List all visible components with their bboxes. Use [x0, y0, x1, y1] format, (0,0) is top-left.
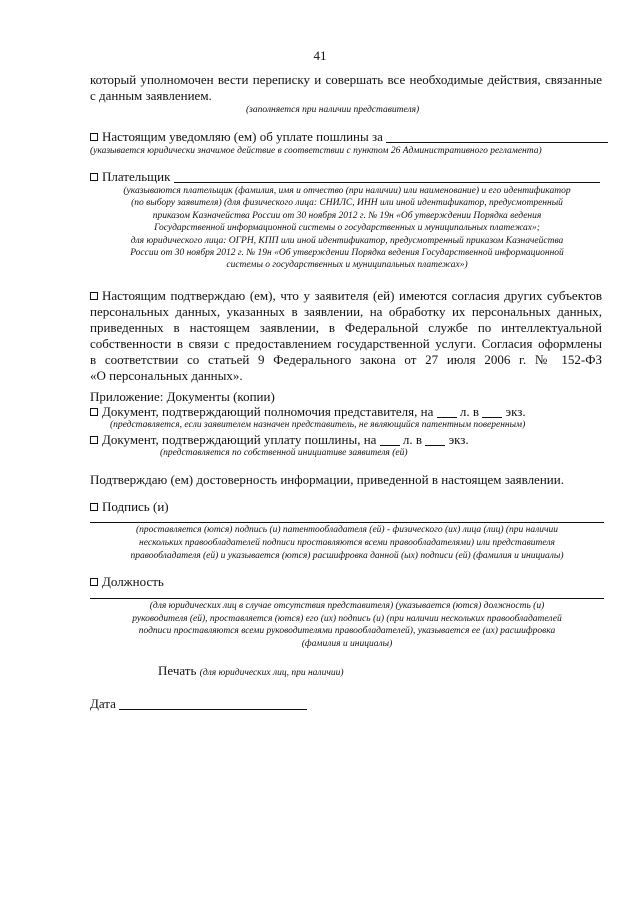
signature-note-line: (проставляется (ются) подпись (и) патентообладателя (ей) - физического (их) лица (лиц) (при наличии [135, 525, 559, 535]
position-note-line: (для юридических лиц в случае отсутствия представителя) (указывается (ются) должность (и) [149, 601, 545, 611]
fee-notice-checkbox[interactable] [90, 133, 98, 141]
fee-notice-row [90, 129, 605, 145]
signature-notes [86, 524, 608, 563]
payer-field[interactable] [174, 170, 600, 183]
payer-note-line: (указываются плательщик (фамилия, имя и отчество (при наличии) или наименование) и его идентификатор [123, 186, 571, 196]
signature-row [90, 499, 169, 515]
attachment-1-unit-copies: экз. [505, 404, 526, 419]
date-label: Дата [90, 696, 116, 711]
position-row [90, 574, 164, 590]
consent-line: приведенных в настоящем заявлении, в Федеральной службе по интеллектуальной [90, 320, 602, 335]
attachments-title: Приложение: Документы (копии) [90, 389, 275, 404]
attachment-1-unit-sheets: л. в [459, 404, 479, 419]
payer-note-line: приказом Казначейства России от 30 ноября 2012 г. № 19н «Об утверждении Порядка ведения [152, 210, 542, 221]
attachment-2-copies-field[interactable] [425, 433, 445, 446]
date-row [90, 696, 307, 712]
position-notes [86, 600, 608, 650]
attachment-1-note: (представляется, если заявителем назначен представитель, не являющийся патентным поверенным) [110, 420, 526, 430]
intro-note: (заполняется при наличии представителя) [246, 105, 420, 115]
attachment-1-label: Документ, подтверждающий полномочия представителя, на [102, 404, 434, 419]
consent-line: в соответствии со статьей 9 Федерального закона от 27 июля 2006 г. № 152-ФЗ [90, 352, 602, 367]
payer-row [90, 169, 605, 185]
stamp-label: Печать [158, 663, 197, 678]
payer-note-line: Государственной информационной системы о государственных и муниципальных платежах»; [154, 223, 540, 234]
intro-line-1: который уполномочен вести переписку и совершать все необходимые действия, связанные [90, 72, 602, 87]
attachment-item-1 [90, 404, 526, 420]
attachment-1-sheets-field[interactable] [437, 405, 457, 418]
confirm-text: Подтверждаю (ем) достоверность информации, приведенной в настоящем заявлении. [90, 472, 564, 487]
consent-line: собственности в связи с предоставлением государственной услуги. Согласия оформлены [90, 336, 602, 351]
stamp-row [158, 663, 344, 679]
stamp-note: (для юридических лиц, при наличии) [199, 668, 344, 678]
position-note-line: подписи проставляются всеми руководителями правообладателей), указывается ее (их) расшифровка [138, 626, 556, 637]
attachment-2-note: (представляется по собственной инициативе заявителя (ей) [160, 448, 408, 458]
fee-action-field[interactable] [386, 130, 608, 143]
consent-text: Настоящим подтверждаю (ем), что у заявителя (ей) имеются согласия других субъектов [102, 288, 602, 303]
payer-note-line: (по выбору заявителя) (для физического лица: СНИЛС, ИНН или иной идентификатор, предусмотренный [131, 198, 563, 209]
attachment-1-copies-field[interactable] [482, 405, 502, 418]
position-note-line: руководителя (ей), проставляется (ются) его (их) подпись (и) (при наличии нескольких правообладателей [132, 613, 562, 624]
date-field[interactable] [119, 697, 307, 710]
attachment-item-2 [90, 432, 469, 448]
payer-note-line: России от 30 ноября 2012 г. № 19н «Об утверждении Порядка ведения Государственной информационной [130, 248, 564, 259]
signature-checkbox[interactable] [90, 503, 98, 511]
position-label: Должность [102, 574, 164, 589]
fee-notice-note: (указывается юридически значимое действие в соответствии с пунктом 26 Административного регламента) [90, 146, 542, 156]
attachment-2-unit-sheets: л. в [402, 432, 423, 447]
attachment-2-checkbox[interactable] [90, 436, 98, 444]
signature-label: Подпись (и) [102, 499, 169, 514]
attachment-2-sheets-field[interactable] [380, 433, 400, 446]
payer-note-line: системы о государственных и муниципальных платежах») [226, 260, 468, 271]
attachment-2-label: Документ, подтверждающий уплату пошлины, на [102, 432, 377, 447]
intro-line-2: с данным заявлением. [90, 88, 212, 103]
position-line[interactable] [90, 598, 604, 599]
signature-note-line: нескольких правообладателей подписи проставляются всеми правообладателями) или представителя [139, 538, 555, 548]
page-number: 41 [313, 48, 327, 63]
payer-checkbox[interactable] [90, 173, 98, 181]
position-checkbox[interactable] [90, 578, 98, 586]
attachment-1-checkbox[interactable] [90, 408, 98, 416]
consent-block [90, 288, 602, 384]
attachment-2-unit-copies: экз. [448, 432, 469, 447]
consent-line-1 [90, 288, 602, 304]
payer-notes [84, 185, 610, 272]
payer-label: Плательщик [102, 169, 171, 184]
position-note-line: (фамилия и инициалы) [301, 638, 393, 649]
fee-notice-label: Настоящим уведомляю (ем) об уплате пошлины за [102, 129, 383, 144]
payer-note-line: для юридического лица: ОГРН, КПП или иной идентификатор, предусмотренный приказом Казначейства [130, 235, 564, 246]
consent-line: «О персональных данных». [90, 368, 243, 383]
signature-note-line: правообладателя (ей) и указывается (ются) расшифровка данной (ых) подписи (ей) (фамилия и инициалы) [130, 551, 564, 561]
signature-line[interactable] [90, 522, 604, 523]
consent-checkbox[interactable] [90, 292, 98, 300]
consent-line: персональных данных, указанных в заявлении, на обработку их персональных данных, [90, 304, 602, 319]
